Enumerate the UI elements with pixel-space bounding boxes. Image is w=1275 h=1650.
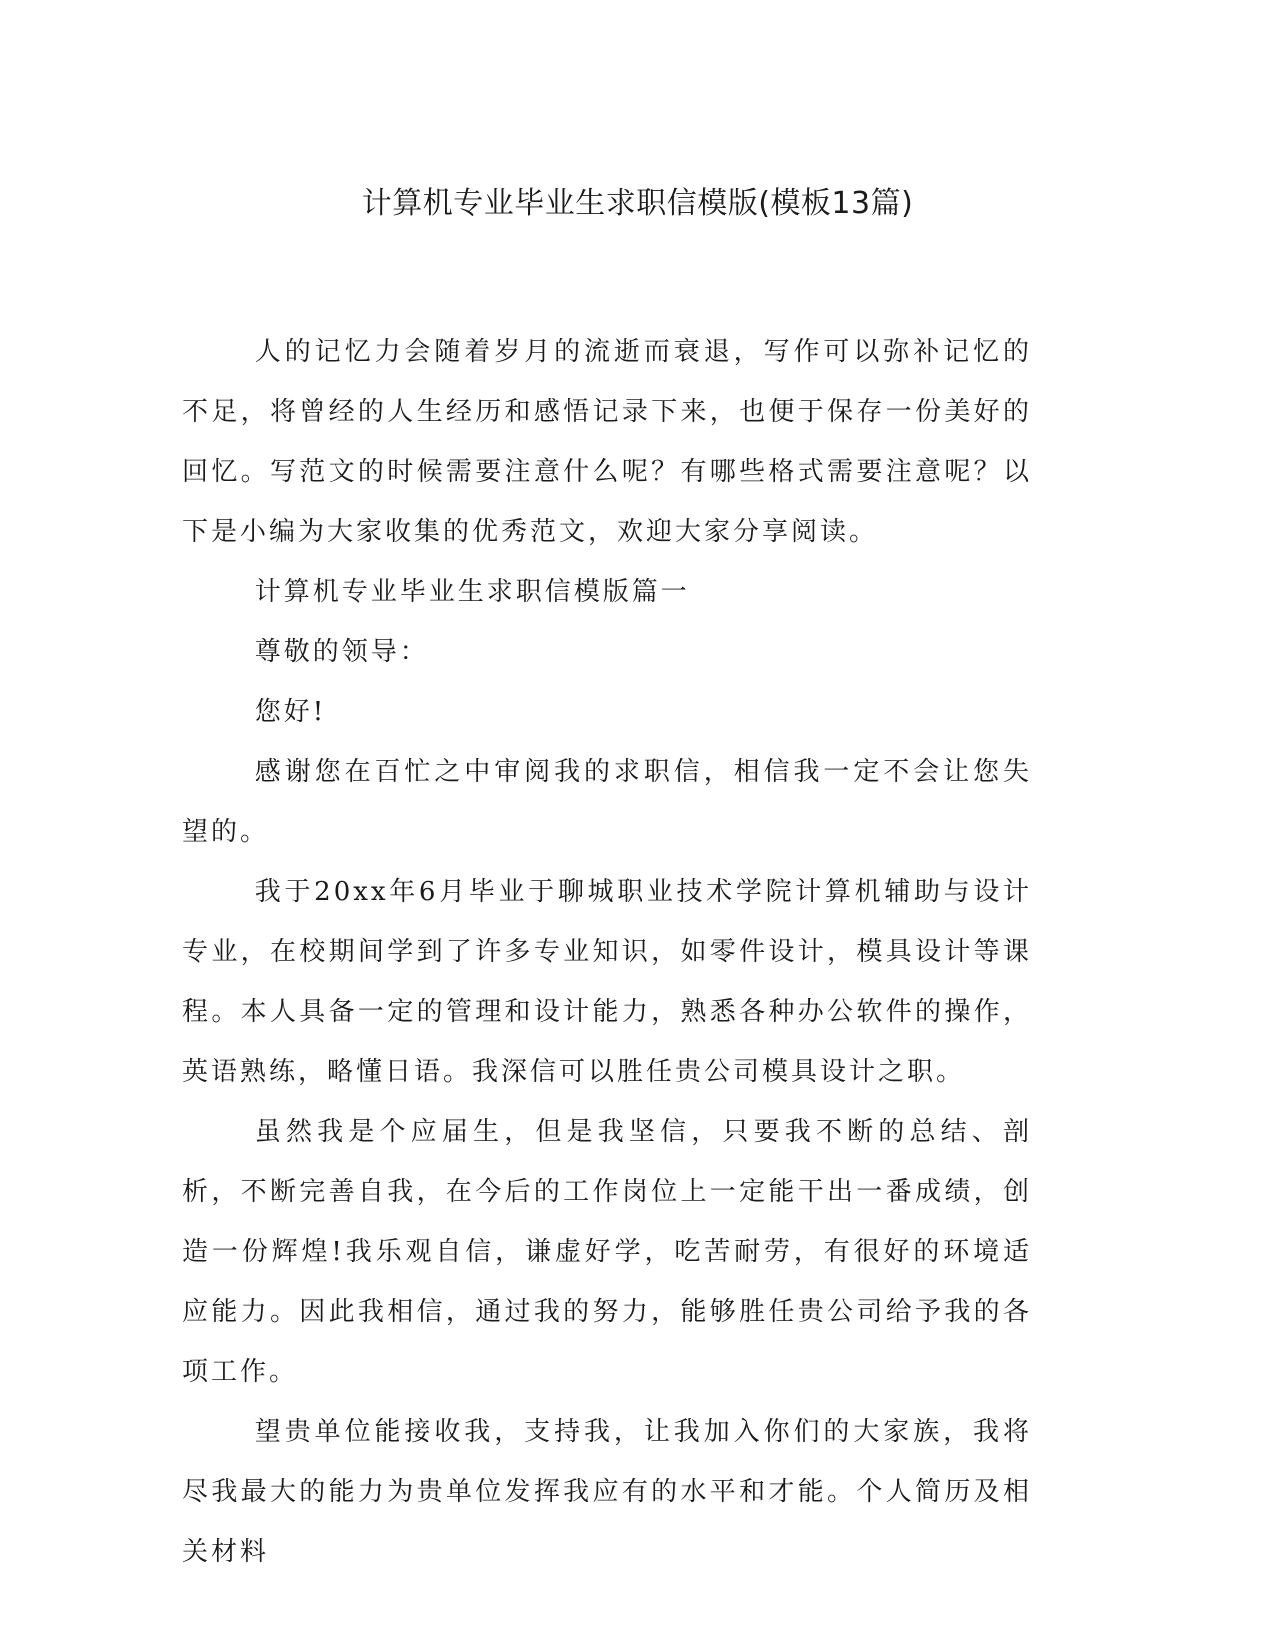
section-heading: 计算机专业毕业生求职信模版篇一 [254, 577, 690, 607]
document-body [182, 322, 1032, 1582]
salutation: 尊敬的领导： [254, 637, 429, 667]
education-paragraph: 我于20xx年6月毕业于聊城职业技术学院计算机辅助与设计专业，在校期间学到了许多专业知识，如零件设计，模具设计等课程。本人具备一定的管理和设计能力，熟悉各种办公软件的操作，英语熟练，略懂日语。我深信可以胜任贵公司模具设计之职。 [182, 877, 1032, 1087]
closing-paragraph: 望贵单位能接收我，支持我，让我加入你们的大家族，我将尽我最大的能力为贵单位发挥我应有的水平和才能。个人简历及相关材料 [182, 1417, 1032, 1567]
self-assessment-paragraph: 虽然我是个应届生，但是我坚信，只要我不断的总结、剖析，不断完善自我，在今后的工作岗位上一定能干出一番成绩，创造一份辉煌!我乐观自信，谦虚好学，吃苦耐劳，有很好的环境适应能力。因此我相信，通过我的努力，能够胜任贵公司给予我的各项工作。 [182, 1117, 1032, 1387]
greeting: 您好! [254, 697, 327, 727]
document-title: 计算机专业毕业生求职信模版(模板13篇) [361, 186, 914, 221]
intro-paragraph: 人的记忆力会随着岁月的流逝而衰退，写作可以弥补记忆的不足，将曾经的人生经历和感悟记录下来，也便于保存一份美好的回忆。写范文的时候需要注意什么呢？有哪些格式需要注意呢？以下是小编为大家收集的优秀范文，欢迎大家分享阅读。 [182, 337, 1032, 547]
thanks-paragraph: 感谢您在百忙之中审阅我的求职信，相信我一定不会让您失望的。 [182, 757, 1032, 847]
